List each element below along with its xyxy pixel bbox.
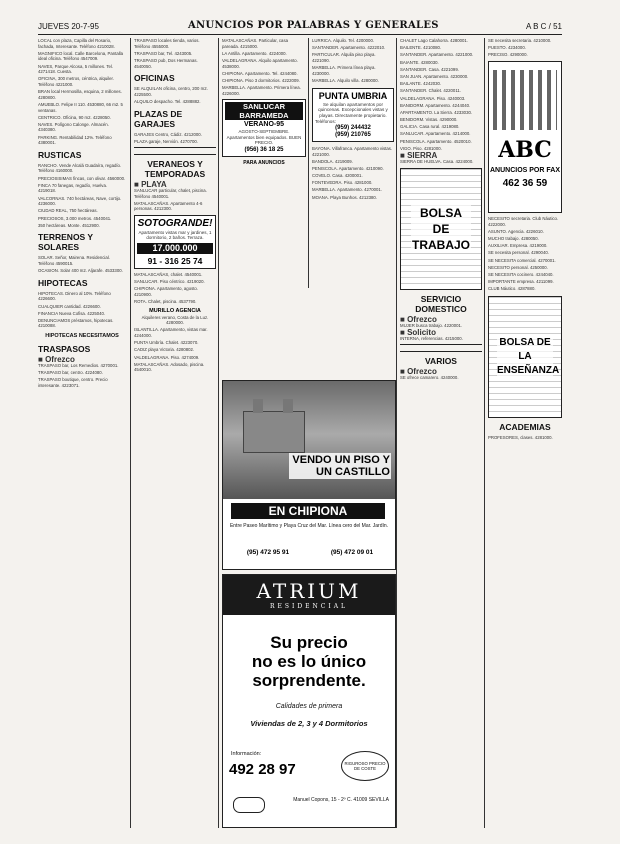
ad-item: SE NECESITA comercial. 4270001.: [488, 257, 556, 263]
ad-item: TRASPASO locales tienda, varios. Teléfono 4555000.: [134, 38, 200, 49]
top-ads: [38, 38, 126, 146]
ad-item: BAILANTE. 4242030.: [400, 81, 442, 87]
ad-item: SANTANDER. Apartamento. 4221000.: [400, 52, 474, 58]
section-rusticas: RUSTICAS: [38, 149, 82, 160]
punta-text: Se alquilan apartamentos por quincenas. Excepcionales vistas y playas. Directamente propietario.: [318, 101, 388, 119]
chipiona-tel-1: (95) 472 95 91: [246, 549, 290, 556]
ad-item: SANLUCAR. Piso céntrico. 4219020.: [134, 279, 205, 285]
section-hipotecas: HIPOTECAS: [38, 277, 88, 288]
section-bar: [134, 147, 216, 155]
castle-tower: [283, 399, 293, 413]
ad-item: CUALQUIER cantidad. 4226600.: [38, 303, 101, 309]
ad-item: MATALASCAÑAS. Apartamento 4-6 personas. 4212300.: [134, 200, 203, 212]
section-varios: VARIOS: [425, 356, 457, 367]
ad-item: CENTRICO. Oficina, 90 m2. 4228050.: [38, 114, 111, 120]
ad-item: BAILENTE. 4210080.: [400, 45, 442, 51]
ad-item: BENIDORM. Vistas. 4290000.: [400, 117, 458, 123]
ad-item: 350 hectáreas. Monte. 4512900.: [38, 222, 100, 228]
ad-item: SOLAR. Señor, Mairena. Residencial. Teléfono 4590015.: [38, 255, 110, 266]
column-divider: [218, 38, 219, 828]
ofrezco-label: ■ Ofrezco: [400, 317, 482, 323]
atrium-info-label: Información:: [231, 751, 262, 757]
section-servicio-domestico: SERVICIO DOMESTICO: [415, 294, 467, 315]
bolsa-trabajo-banner: [400, 168, 482, 290]
ad-item: MAGNIFICO local. Calle Barcelona, Pantalla ideal oficina. Teléfono 4547009.: [38, 50, 124, 62]
column-4: [312, 38, 394, 418]
ad-item: AMUEBLO. Felipe II 110. 4530880, 66 m2. 5 ventanas.: [38, 101, 123, 113]
ad-item: APARTAMENTO. La Sierra. 4233030.: [400, 109, 473, 115]
page-header: [38, 20, 562, 35]
sotogrande-ad: [134, 215, 216, 269]
ad-item: PENISCOLA. Apartamento. 4520010.: [400, 138, 472, 144]
atrium-quality: Calidades de primera: [275, 703, 343, 710]
ad-item: SE NECESITA cocinero. 4244040.: [488, 271, 554, 277]
sotogrande-phone: 91 - 316 25 74: [147, 255, 203, 266]
abc-fax-label: ANUNCIOS POR FAX: [489, 166, 560, 174]
ad-item: BAIANTE. 4280030.: [400, 59, 439, 65]
issue-date: JUEVES 20-7-95: [38, 22, 99, 31]
column-divider: [308, 38, 309, 288]
abc-brand: ABC: [498, 136, 552, 163]
ad-item: ROTA. Chalet, piscina. 4537790.: [134, 299, 197, 305]
sierra-label: ■ SIERRA: [400, 153, 482, 159]
section-oficinas: OFICINAS: [134, 73, 175, 84]
atrium-ad: [222, 574, 396, 828]
ofrezco-label: ■ Ofrezco: [38, 357, 126, 363]
ad-item: SE ofrece camarero. 4240000.: [400, 374, 459, 380]
atrium-slogan-1: Su precio: [270, 633, 348, 652]
playa-label: ■ PLAYA: [134, 182, 216, 188]
ad-item: FINANCIA Nueva Cofisa. 4225040.: [38, 310, 106, 316]
punta-phone-label: Teléfonos:: [315, 118, 336, 124]
punta-umbria-ad: [312, 88, 394, 142]
section-terrenos: TERRENOS Y SOLARES: [38, 232, 93, 253]
ad-item: SE ALQUILAN oficina, centro, 200 m2. 4225500.: [134, 86, 208, 97]
column-divider: [396, 38, 397, 828]
chipiona-place: EN CHIPIONA: [231, 503, 385, 519]
ad-item: LOCAL con plaza, Capilla del Rosario, fachada, Interesante. Teléfono 4210028.: [38, 38, 115, 49]
ad-item: TRASPASO boutique, centro. Precio interesante. 4223071.: [38, 377, 108, 388]
section-bar: [400, 344, 482, 352]
murillo-text: Alquileres verano, Costa de la Luz. 4280000.: [141, 314, 209, 326]
page-number: A B C / 51: [525, 22, 562, 31]
ad-item: PRECIOSISIMAS fincas, con olivar. 4560000.: [38, 175, 126, 181]
ad-item: LA Antilla. Apartamento. 4224000.: [222, 50, 287, 56]
sanlucar-season: VERANO-95: [243, 121, 285, 129]
ad-item: MATALASCAÑAS. Adosado, piscina. 4540010.: [134, 361, 205, 373]
crowd-illustration: [493, 70, 557, 130]
section-plazas-garajes: PLAZAS DE GARAJES: [134, 108, 183, 129]
punta-title: PUNTA UMBRIA: [318, 90, 388, 101]
atrium-sub: RESIDENCIAL: [269, 603, 349, 610]
atrium-badge: RIGUROSO PRECIO DE COSTE: [341, 751, 389, 781]
ad-item: NAVES, Parque Alcosa, 5 millones. Tel. 4271418. Cuesta.: [38, 63, 114, 75]
bolsa-ensenanza-text: BOLSA DE LA ENSEÑANZA: [497, 336, 560, 376]
hipotecas-subhead: HIPOTECAS NECESITAMOS: [45, 333, 119, 340]
ad-item: SANLUCAR. Apartamento. 4214000.: [400, 131, 471, 137]
ad-item: VALCORNAS. 740 hectáreas, Nave, cortijo. 4236000.: [38, 195, 122, 207]
ad-item: OCASION. Solar 400 m2. Aljarafe. 4533300.: [38, 268, 123, 274]
ad-item: ALQUILO despacho. Tel. 4288882.: [134, 98, 201, 104]
ad-item: GALICIA. Casa rural. 4219080.: [400, 124, 460, 130]
castle-tower: [253, 399, 263, 413]
ad-item: DENUNCIAMOS préstamos, hipotecas. 4210088.: [38, 317, 114, 329]
ad-item: NECESITO secretaria. Club Náutico. 4222000.: [488, 215, 559, 227]
ad-item: MOANA. Playa Bunhos. 4212380.: [312, 194, 377, 200]
sanlucar-text: AGOSTO-SEPTIEMBRE. Apartamentos bien equipados. BUEN PRECIO.: [226, 129, 302, 146]
ad-item: MARBELLA. Primera línea playa. 4230000.: [312, 65, 376, 76]
ad-item: PARKING. Rentabilidad 12%. Teléfono 4380001.: [38, 134, 112, 146]
ad-item: NAVES. Polígono Calonge. Almacén. 4340380.: [38, 121, 109, 133]
gestion-logo: [233, 797, 265, 813]
atrium-slogan-2: no es lo único: [251, 652, 367, 671]
ad-item: CHALET Lago Calahorra. 4280001.: [400, 38, 468, 43]
column-6: [488, 38, 562, 828]
chipiona-tel-2: (95) 472 09 01: [330, 549, 374, 556]
chipiona-headline: VENDO UN PISO Y UN CASTILLO: [289, 453, 391, 479]
ad-item: PARTICULAR. Alquila piso playa. 4221090.: [312, 52, 376, 63]
atrium-phone: 492 28 97: [229, 761, 296, 778]
ad-item: VALDELAGRANA. Piso. 4240003.: [400, 95, 466, 101]
abc-fax-ad: [488, 61, 562, 213]
ad-item: CHIPIONA. Apartamento, agosto. 4210900.: [134, 286, 199, 297]
column-5: [400, 38, 482, 828]
solicito-label: ■ Solicito: [400, 330, 482, 336]
ad-item: SE necesita personal. 4290040.: [488, 250, 549, 256]
ad-item: SAN JUAN. Apartamento. 4230000.: [400, 73, 469, 79]
ad-item: CADIZ playa Victoria. 4280802.: [134, 347, 195, 353]
ad-item: MARBELLA. Apartamento. 4270001.: [312, 187, 382, 193]
ad-item: TRASPASO bar, centro. 4224080.: [38, 369, 103, 375]
ad-item: HIPOTECAS. Dinero al 10%. Teléfono 4226600.: [38, 290, 111, 302]
ad-item: FINCA 70 fanegas, regadío, Huelva. 4219018.: [38, 182, 108, 194]
ad-item: MARBELLA. Alquilo villa. 4280000.: [312, 77, 379, 83]
anuncios-note: PARA ANUNCIOS: [243, 159, 285, 166]
ad-item: SANTANDER. Casa. 4221099.: [400, 66, 459, 72]
ad-item: MATALASCAÑAS, chalet. 4540001.: [134, 271, 203, 277]
ad-item: OFICINA, 300 metros, céntrica, alquiler. Teléfono 4221000.: [38, 76, 114, 87]
ad-item: BANDOLA. 4219009.: [312, 158, 353, 164]
ad-item: SANTANDER. Chalet. 4220011.: [400, 88, 461, 94]
ad-item: PRECIOSOS, 3.000 metros. 4540041.: [38, 215, 112, 221]
column-1: [38, 38, 126, 828]
column-divider: [484, 38, 485, 828]
castle-photo: [223, 381, 395, 499]
atrium-slogan-3: sorprendente.: [252, 671, 366, 690]
ad-item: PENISCOLA. Apartamento. 4210090.: [312, 165, 384, 171]
chipiona-address: Entre Paseo Marítimo y Playa Cruz del Mar. Línea cero del Mar. Jardín.: [229, 523, 389, 529]
ad-item: FONTEVEDRA. Piso. 4281000.: [312, 180, 373, 186]
ad-item: LURRICA. Alquilo. Tel. 4200000.: [312, 38, 375, 43]
ad-item: INTERNA, referencias. 4215000.: [400, 335, 463, 341]
atrium-address: Manuel Copons, 15 - 2º C. 41009 SEVILLA: [293, 797, 389, 803]
atrium-brand: ATRIUM: [256, 579, 362, 603]
ad-item: CHIPIONA. Apartamento. Tel. 4244080.: [222, 70, 298, 76]
punta-phone-2: (959) 210765: [335, 131, 371, 138]
page-title: ANUNCIOS POR PALABRAS Y GENERALES: [188, 20, 439, 31]
ad-item: MUJER busca trabajo. 4220001.: [400, 322, 463, 328]
ad-item: ISLANTILLA. Apartamento, vistas mar. 4244000.: [134, 327, 208, 338]
ad-item: SE necesita secretaria. 4210000.: [488, 38, 552, 43]
atrium-homes: Viviendas de 2, 3 y 4 Dormitorios: [250, 719, 368, 728]
sanlucar-brand: SANLUCAR BARRAMEDA: [225, 102, 303, 120]
ad-item: COVELO. Casa. 4200001.: [312, 173, 363, 179]
ofrezco-label: ■ Ofrezco: [400, 369, 482, 375]
sotogrande-brand: SOTOGRANDE!: [137, 217, 213, 229]
ad-item: SIERRA DE HUELVA. Casa. 4224000.: [400, 158, 474, 164]
ad-item: GARAJES Centro, Cádiz. 4212000.: [134, 131, 202, 137]
ad-item: VALDELAGRANA. Alquilo apartamento. 4538000.: [222, 57, 298, 69]
chipiona-ad: [222, 380, 396, 570]
ad-item: CLUB Náutico. 4287880.: [488, 286, 536, 292]
murillo-title: MURILLO AGENCIA: [149, 307, 201, 314]
ad-item: AUXILIAR. Empresa. 4219000.: [488, 243, 548, 249]
section-veraneos: VERANEOS Y TEMPORADAS: [144, 159, 206, 180]
ad-item: BANIDORM. Apartamento. 4244040.: [400, 102, 471, 108]
ad-item: TRASPASO bar, Los Remedios. 4270001.: [38, 362, 119, 368]
ad-item: TRASPASO bar, Tel. 4243005.: [134, 50, 193, 56]
ad-item: SANLUCAR particular, chalet, piscina. Teléfono 4540001.: [134, 187, 207, 199]
sotogrande-text: Apartamento vistas mar y jardines, 1 dormitorio, 2 baños. Terraza.: [138, 229, 212, 241]
ad-item: PLAZA garaje, Nervión. 4270700.: [134, 138, 199, 144]
ad-item: NECESITO personal. 4250000.: [488, 264, 548, 270]
ad-item: MARBELLA. Apartamento. Primera línea. 4226000.: [222, 85, 301, 96]
ad-item: BRAN local Hermosilla, esquina, 2 millones. 4280800.: [38, 89, 122, 100]
ad-item: PRECISO. 4290000.: [488, 52, 528, 58]
ad-item: SANTANDER. Apartamento. 4222010.: [312, 45, 386, 51]
ad-item: IMPORTANTE empresa. 4211099.: [488, 279, 554, 285]
section-academias: ACADEMIAS: [499, 421, 551, 432]
ad-item: MATALASCAÑAS. Particular, casa pareada. 4215000.: [222, 38, 288, 49]
section-traspasos: TRASPASOS: [38, 344, 91, 355]
punta-phone-1: (959) 244432: [335, 124, 371, 131]
ad-item: MUCHO trabajo. 4280050.: [488, 235, 539, 241]
ad-item: BAYONA. Villafranca. Apartamento vistas. 4221000.: [312, 145, 393, 157]
ad-item: ASUNTO. Agencia. 4226010.: [488, 228, 544, 234]
castle-shape: [243, 411, 305, 453]
ad-item: TRASPASO pub, Dos Hermanas. 4540050.: [134, 57, 198, 69]
ad-item: PROFESORES, clases. 4281000.: [488, 434, 553, 440]
sanlucar-ad: [222, 99, 306, 157]
ad-item: CHIPIONA. Piso 3 dormitorios. 4222009.: [222, 77, 300, 83]
bolsa-trabajo-text: BOLSA DE TRABAJO: [411, 206, 470, 253]
bolsa-ensenanza-banner: [488, 296, 562, 418]
column-divider: [130, 38, 131, 828]
ad-item: VIGO. Piso. 4281000.: [400, 145, 442, 151]
column-2: [134, 38, 216, 828]
column-3: [222, 38, 306, 368]
ad-item: VALDELAGRANA. Piso. 4274009.: [134, 354, 200, 360]
ad-item: RANCHO. Vende Alcalá Guadaíra, regadío. Teléfono 4160000.: [38, 162, 122, 174]
abc-fax-number: 462 36 59: [502, 177, 548, 189]
sanlucar-phone: (956) 36 18 25: [244, 146, 284, 153]
sotogrande-price: 17.000.000: [137, 243, 213, 254]
ad-item: PUNTA Umbría. Chalet. 4223070.: [134, 340, 199, 346]
ad-item: CIUDAD REAL, 750 hectáreas.: [38, 208, 98, 214]
ad-item: PUESTO. 4234000.: [488, 45, 526, 51]
